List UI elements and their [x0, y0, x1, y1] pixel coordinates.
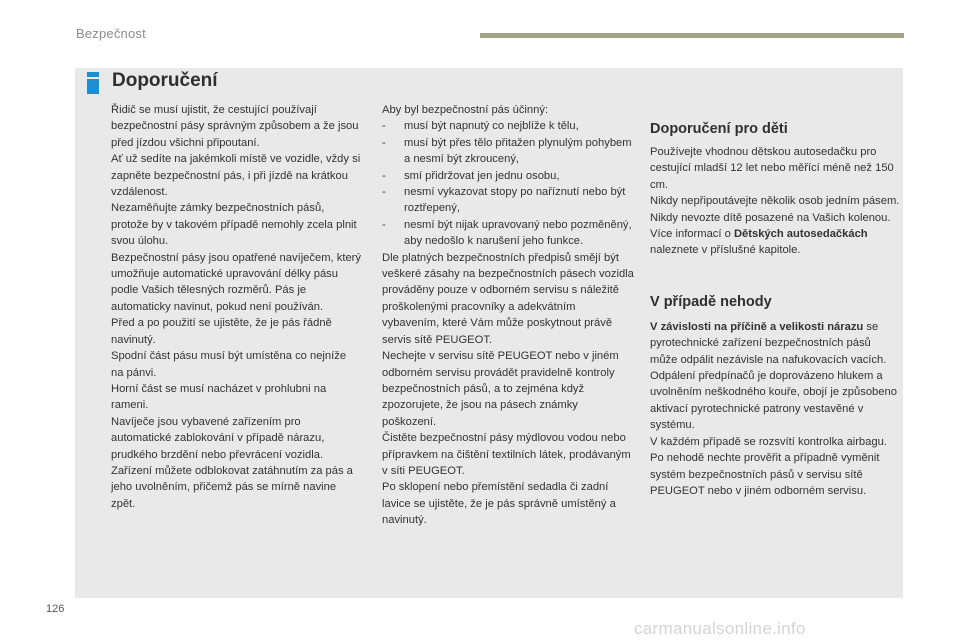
- list-item: - smí přidržovat jen jednu osobu,: [382, 169, 560, 182]
- paragraph: Navíječe jsou vybavené zařízením pro automatické zablokování v případě nárazu, prudkého brzdění nebo převrácení vozidla. Zařízení můžete odblokovat zatáhnutím za pás a jeho uvolněním, přičemž pás se mírně navine zpět.: [111, 415, 353, 510]
- paragraph: Nikdy nevozte dítě posazené na Vašich kolenou.: [650, 211, 891, 224]
- page-title: Doporučení: [112, 70, 218, 91]
- paragraph: V každém případě se rozsvítí kontrolka airbagu.: [650, 435, 887, 448]
- belt-conditions-column: [382, 102, 634, 529]
- page-number: 126: [46, 603, 65, 615]
- paragraph: Řidič se musí ujistit, že cestující používají bezpečnostní pásy správným způsobem a že jsou před jízdou všichni připoutaní.: [111, 104, 359, 149]
- list-intro: Aby byl bezpečnostní pás účinný:: [382, 104, 549, 116]
- children-heading: Doporučení pro děti: [650, 121, 788, 137]
- paragraph: Nechejte v servisu sítě PEUGEOT nebo v jiném odborném servisu provádět pravidelně kontroly bezpečnostních pásů, a to zejména když zpozorujete, že jsou na pásech známky poškození.: [382, 350, 619, 428]
- paragraph: Před a po použití se ujistěte, že je pás řádně navinutý.: [111, 317, 332, 346]
- watermark: carmanualsonline.info: [634, 619, 806, 638]
- paragraph: Bezpečnostní pásy jsou opatřené navíječem, který umožňuje automatické upravování délky pásu podle Vašich tělesných rozměrů. Pás je automaticky navinut, pokud není používán.: [111, 251, 361, 313]
- list-item: - nesmí být nijak upravovaný nebo pozměněný, aby nedošlo k narušení jeho funkce.: [382, 218, 632, 248]
- paragraph: Nezaměňujte zámky bezpečnostních pásů, protože by v takovém případě nemohly zcela plnit svou úlohu.: [111, 202, 357, 248]
- list-item: - nesmí vykazovat stopy po naříznutí nebo být roztřepený,: [382, 186, 626, 215]
- paragraph: Ať už sedíte na jakémkoli místě ve vozidle, vždy si zapněte bezpečnostní pás, i při jízdě na krátkou vzdálenost.: [111, 153, 361, 199]
- recommendations-column: [111, 102, 361, 512]
- child-seats-reference: Dětských autosedačkách: [733, 228, 868, 241]
- accident-heading: V případě nehody: [650, 293, 772, 310]
- paragraph: Dle platných bezpečnostních předpisů smějí být veškeré zásahy na bezpečnostních pásech vozidla prováděny pouze v odborném servisu s náležitě proškolenými pracovníky a adekvátním vybavením, které Vám může poskytnout právě servis sítě PEUGEOT.: [382, 251, 634, 346]
- paragraph: Používejte vhodnou dětskou autosedačku pro cestující mladší 12 let nebo měřící méně než 150 cm.: [650, 146, 894, 191]
- paragraph: Nikdy nepřipoutávejte několik osob jedním pásem.: [650, 195, 900, 208]
- paragraph: Po sklopení nebo přemístění sedadla či zadní lavice se ujistěte, že je pás správně umístěný a navinutý.: [382, 481, 616, 527]
- paragraph: Čistěte bezpečnostní pásy mýdlovou vodou nebo přípravkem na čištění textilních látek, prodávaným v síti PEUGEOT.: [382, 432, 631, 477]
- list-item: - musí být přes tělo přitažen plynulým pohybem a nesmí být zkroucený,: [382, 136, 632, 166]
- paragraph: Spodní část pásu musí být umístěna co nejníže na pánvi.: [111, 350, 347, 379]
- children-accident-column: [650, 120, 900, 499]
- section-header: Bezpečnost: [76, 26, 146, 41]
- list-item: - musí být napnutý co nejblíže k tělu,: [382, 120, 579, 133]
- paragraph: Horní část se musí nacházet v prohlubni na rameni.: [111, 382, 327, 412]
- paragraph: Po nehodě nechte prověřit a případně vyměnit systém bezpečnostních pásů v servisu sítě PEUGEOT nebo v jiném odborném servisu.: [650, 452, 880, 497]
- info-icon: [83, 72, 103, 94]
- paragraph: V závislosti na příčině a velikosti nárazu se pyrotechnické zařízení bezpečnostních pásů může odpálit nezávisle na nafukovacích vacích. Odpálení předpínačů je doprovázeno hlukem a uvolněním neškodného kouře, obojí je způsobeno aktivací pyrotechnické patrony vestavěné v systému.: [650, 320, 897, 432]
- header-rule: [480, 33, 904, 38]
- paragraph: Více informací o Dětských autosedačkách naleznete v příslušné kapitole.: [650, 228, 868, 257]
